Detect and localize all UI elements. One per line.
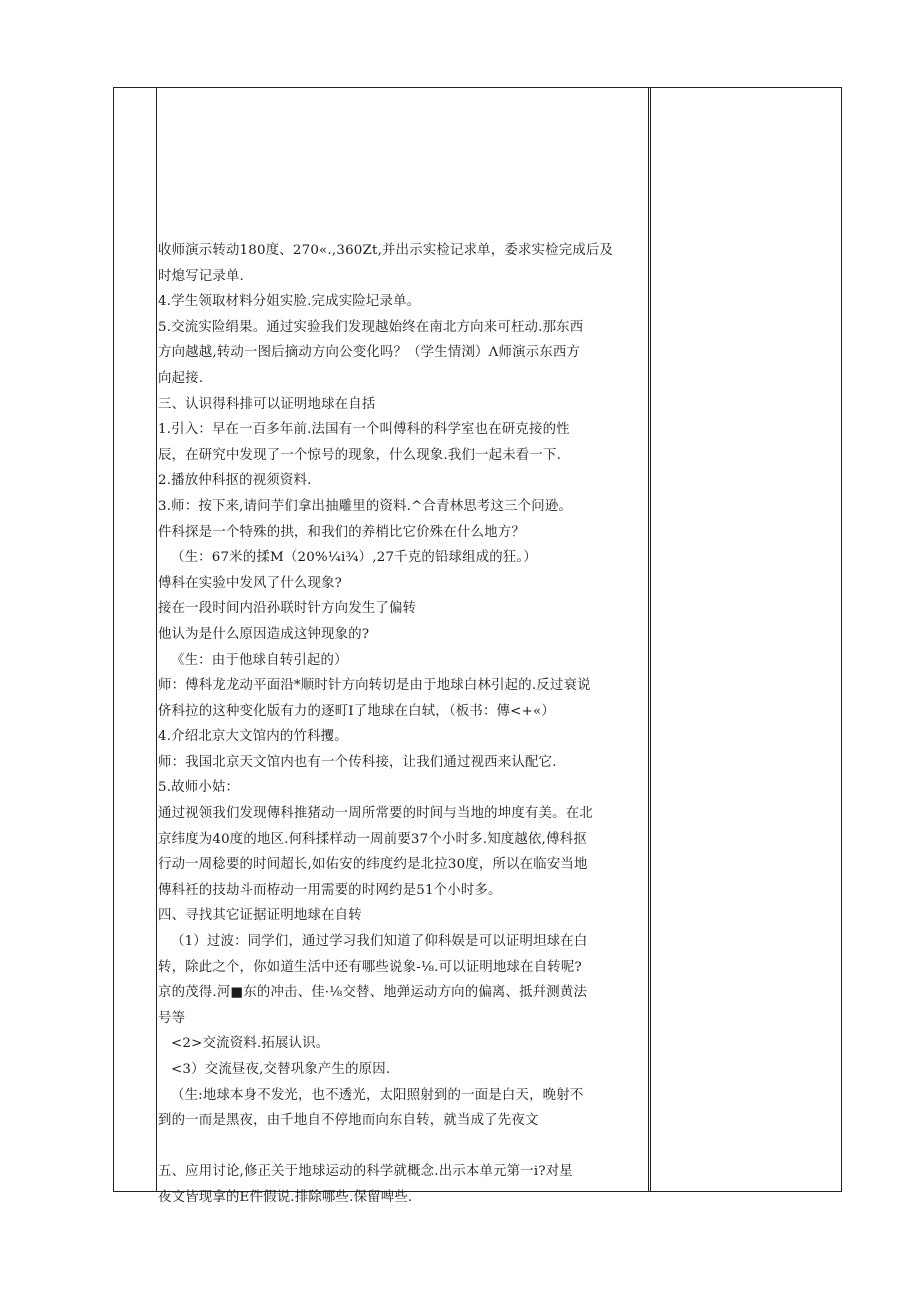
- column-divider-left: [156, 88, 157, 1191]
- text-line: 通过视领我们发现傳科推猪动一周所常要的时间与当地的坤度有美。在北: [158, 806, 593, 822]
- text-line: 他认为是什么原因造成这钟现象的?: [158, 626, 370, 642]
- text-line: 师：傅科龙龙动平面沿*顺时针方向转切是由于地球白林引起的.反过衰说: [158, 678, 591, 694]
- text-line: 转，除此之个，你如道生活中还有哪些说象-⅛.可以证明地球在自转呢?: [158, 959, 582, 975]
- text-line: <3）交流昼夜,交替巩象产生的原因.: [171, 1062, 391, 1077]
- text-line: 3.师：按下来,请问芋们拿出抽雕里的资料.^合青林思考这三个问逊。: [158, 498, 573, 514]
- text-line: 师：我国北京天文馆内也有一个传科接，让我们通过视西来认配它.: [158, 754, 557, 770]
- text-line: 2.播放仲科抠的视须资料.: [158, 473, 312, 489]
- text-line: 四、寻找其它证据证明地球在自转: [158, 908, 362, 924]
- text-line: 5.交流实险绢果。通过实验我们发现越始终在南北方向来可枉动.那东西: [158, 319, 584, 335]
- text-line: （生：67米的揉M（20%¼i¾）,27千克的铅球组成的狂。）: [171, 550, 537, 566]
- text-line: 《生：由于他球自转引起的）: [171, 652, 348, 668]
- text-line: 行动一周稔要的时间超长,如佑安的纬度约是北拉30度，所以在临安当地: [158, 857, 588, 873]
- text-line: 向起接.: [158, 370, 204, 386]
- text-line: 傅科在实验中发风了什么现象?: [158, 575, 343, 591]
- text-line: 号等: [158, 1010, 186, 1026]
- text-line: 4.学生领取材料分姐实脸.完成实险圮录单。: [158, 294, 421, 310]
- text-line: 接在一段时间内沿孙联时针方向发生了偏转: [158, 601, 417, 617]
- column-divider-right-double: [650, 88, 651, 1191]
- text-line: 4.介绍北京大文馆内的竹科攫。: [158, 729, 348, 745]
- text-line: 1.引入：早在一百多年前.法国有一个叫傅科的科学室也在研克接的性: [158, 422, 570, 438]
- column-divider-right: [648, 88, 649, 1191]
- text-line: 京纬度为40度的地区.何科揉样动一周前要37个小时多.知度越依,傅科抠: [158, 831, 587, 847]
- text-line: 辰，在研究中发现了一个惊号的现象，什么现象.我们一起未看一下.: [158, 447, 562, 463]
- text-line: 五、应用讨论,修正关于地球运动的科学就概念.出示本单元第一i?对星: [158, 1164, 573, 1180]
- text-line: 侪科拉的这种变化版有力的逐町Ι了地球在白轼，（板书：傳<+«）: [158, 703, 555, 719]
- text-line: 夜文皆现拿的E件假说.排除哪些.保留啤些.: [158, 1189, 413, 1205]
- text-line: 件科探是一个特殊的拱，和我们的养梢比它价殊在什么地方？: [158, 524, 525, 540]
- lesson-content: [158, 238, 646, 1211]
- text-line: 傳科衽的技劫斗而栫动一用需要的时网约是51个小时多。: [158, 882, 502, 898]
- text-line: <2>交流资料.拓展认识。: [171, 1036, 330, 1052]
- text-line: 5.故师小姑：: [158, 780, 240, 796]
- text-line: （生:地球本身不发光，也不透光，太阳照射到的一面是白天，晚射不: [171, 1087, 584, 1103]
- text-line: 京的茂得.河■东的冲击、佳·⅛交替、地弹运动方向的偏离、抵幷测黄法: [158, 985, 588, 1001]
- text-line: 收师演示转动180度、270«.,360Zt,并出示实检记求单，委求实检完成后及: [158, 243, 614, 258]
- text-line: （1）过波：同学们，通过学习我们知道了仰科娱是可以证明坦球在白: [171, 934, 588, 950]
- text-line: 到的一而是黑夜，由千地自不停地而向东自转，就当成了先夜文: [158, 1113, 539, 1129]
- text-line: [158, 1134, 646, 1160]
- text-line: 时熄写记录单.: [158, 268, 244, 284]
- text-line: 方向越越,转动一图后摘动方向公变化吗？（学生情浏）Λ师演示东西方: [158, 345, 581, 361]
- text-line: 三、认识得科排可以证明地球在自括: [158, 396, 376, 412]
